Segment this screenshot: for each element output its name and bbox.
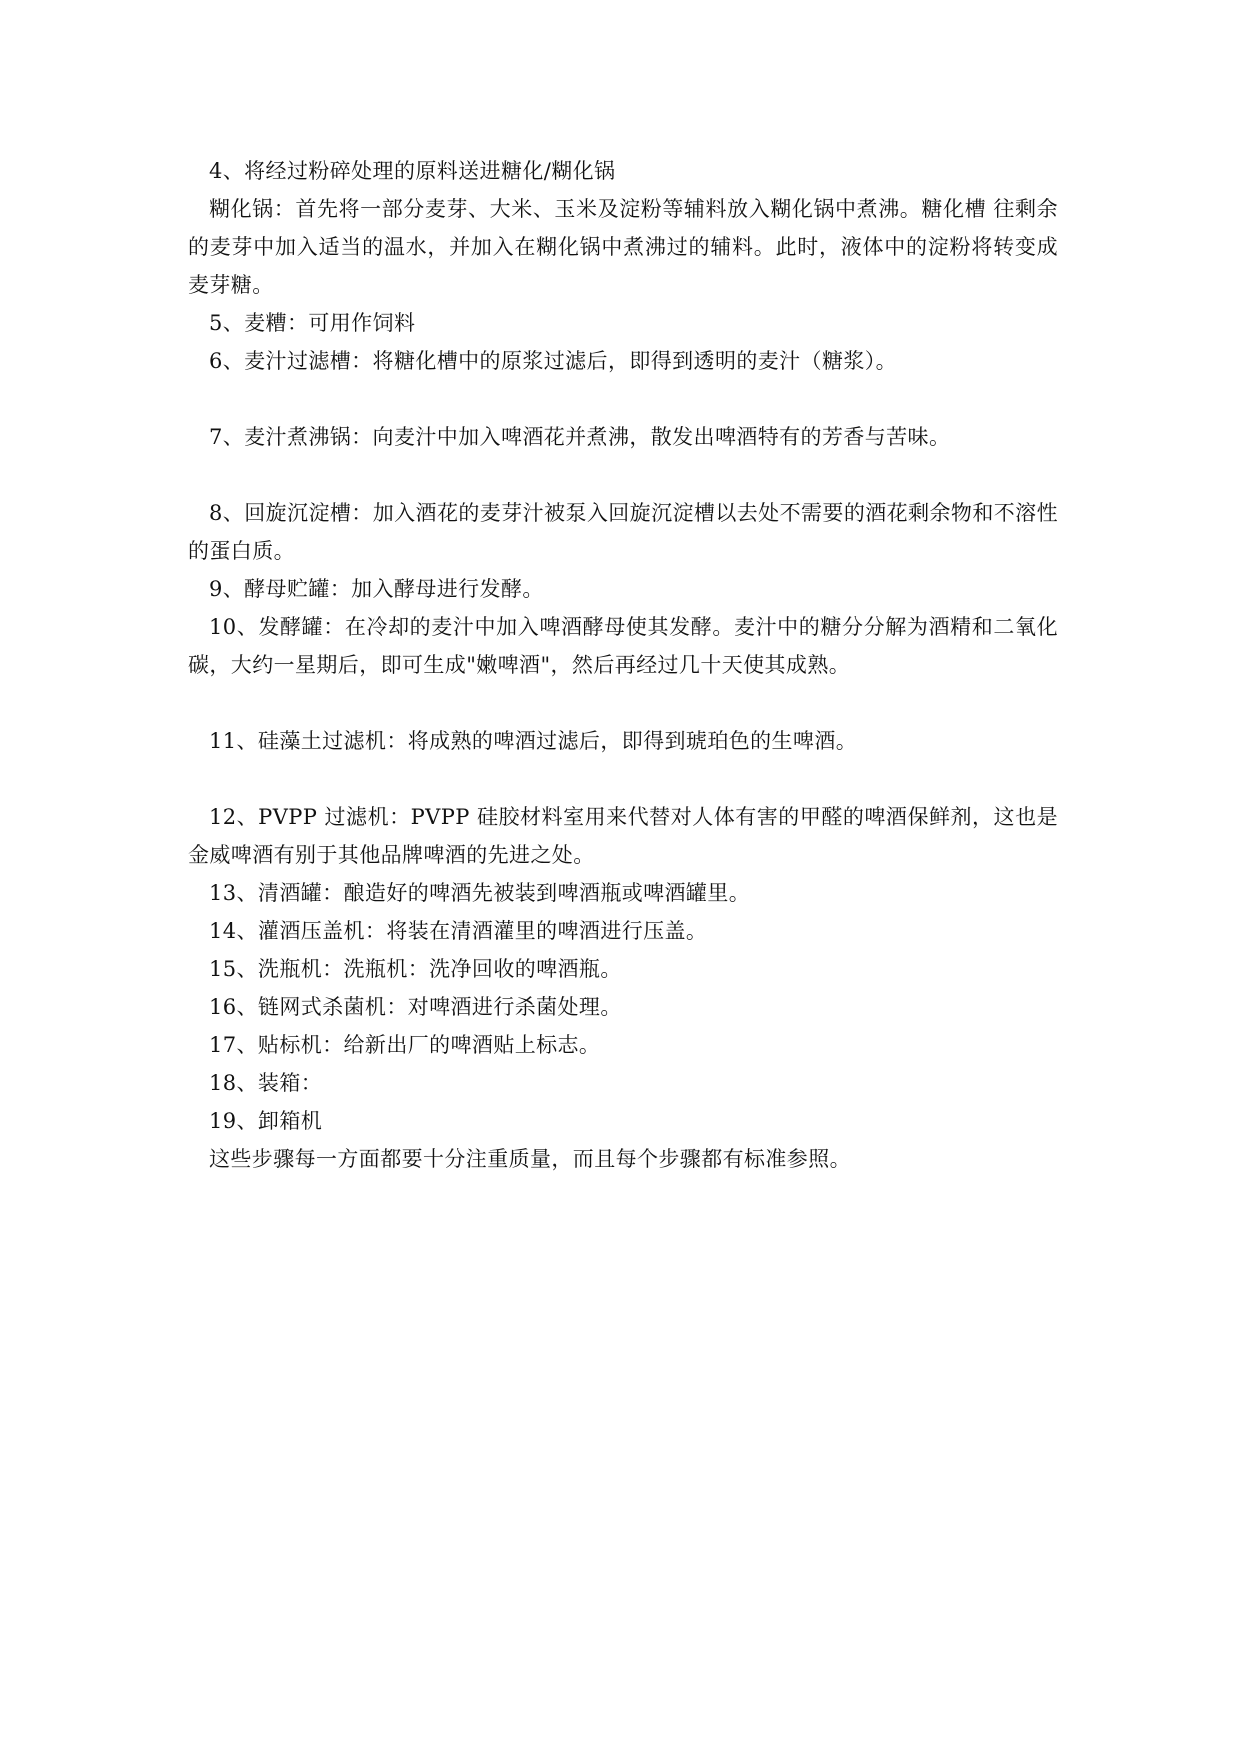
step-10-paragraph: 10、发酵罐：在冷却的麦汁中加入啤酒酵母使其发酵。麦汁中的糖分分解为酒精和二氧化碳，大约一星期后，即可生成"嫩啤酒"，然后再经过几十天使其成熟。 (188, 615, 1058, 677)
document-body (188, 152, 1058, 1178)
step-15-paragraph: 15、洗瓶机：洗瓶机：洗净回收的啤酒瓶。 (209, 957, 622, 981)
step-7-paragraph: 7、麦汁煮沸锅：向麦汁中加入啤酒花并煮沸，散发出啤酒特有的芳香与苦味。 (209, 425, 951, 449)
blank-line (188, 760, 1058, 798)
step-12-paragraph: 12、PVPP 过滤机：PVPP 硅胶材料室用来代替对人体有害的甲醛的啤酒保鲜剂，这也是金威啤酒有别于其他品牌啤酒的先进之处。 (188, 805, 1058, 867)
step-5-paragraph: 5、麦糟：可用作饲料 (209, 311, 416, 335)
step-13-paragraph: 13、清酒罐：酿造好的啤酒先被装到啤酒瓶或啤酒罐里。 (209, 881, 751, 905)
blank-line (188, 456, 1058, 494)
mash-cooker-paragraph: 糊化锅：首先将一部分麦芽、大米、玉米及淀粉等辅料放入糊化锅中煮沸。糖化槽 往剩余的麦芽中加入适当的温水，并加入在糊化锅中煮沸过的辅料。此时，液体中的淀粉将转变成麦芽糖。 (188, 197, 1058, 297)
step-19-paragraph: 19、卸箱机 (209, 1109, 323, 1133)
step-18-paragraph: 18、装箱： (209, 1071, 323, 1095)
step-17-paragraph: 17、贴标机：给新出厂的啤酒贴上标志。 (209, 1033, 601, 1057)
step-11-paragraph: 11、硅藻土过滤机：将成熟的啤酒过滤后，即得到琥珀色的生啤酒。 (209, 729, 858, 753)
step-14-paragraph: 14、灌酒压盖机：将装在清酒灌里的啤酒进行压盖。 (209, 919, 708, 943)
blank-line (188, 684, 1058, 722)
blank-line (188, 380, 1058, 418)
closing-paragraph: 这些步骤每一方面都要十分注重质量，而且每个步骤都有标准参照。 (209, 1147, 851, 1171)
step-16-paragraph: 16、链网式杀菌机：对啤酒进行杀菌处理。 (209, 995, 622, 1019)
step-4-paragraph: 4、将经过粉碎处理的原料送进糖化/糊化锅 (209, 159, 616, 183)
step-8-paragraph: 8、回旋沉淀槽：加入酒花的麦芽汁被泵入回旋沉淀槽以去处不需要的酒花剩余物和不溶性的蛋白质。 (188, 501, 1058, 563)
step-9-paragraph: 9、酵母贮罐：加入酵母进行发酵。 (209, 577, 544, 601)
step-6-paragraph: 6、麦汁过滤槽：将糖化槽中的原浆过滤后，即得到透明的麦汁（糖浆）。 (209, 349, 898, 373)
